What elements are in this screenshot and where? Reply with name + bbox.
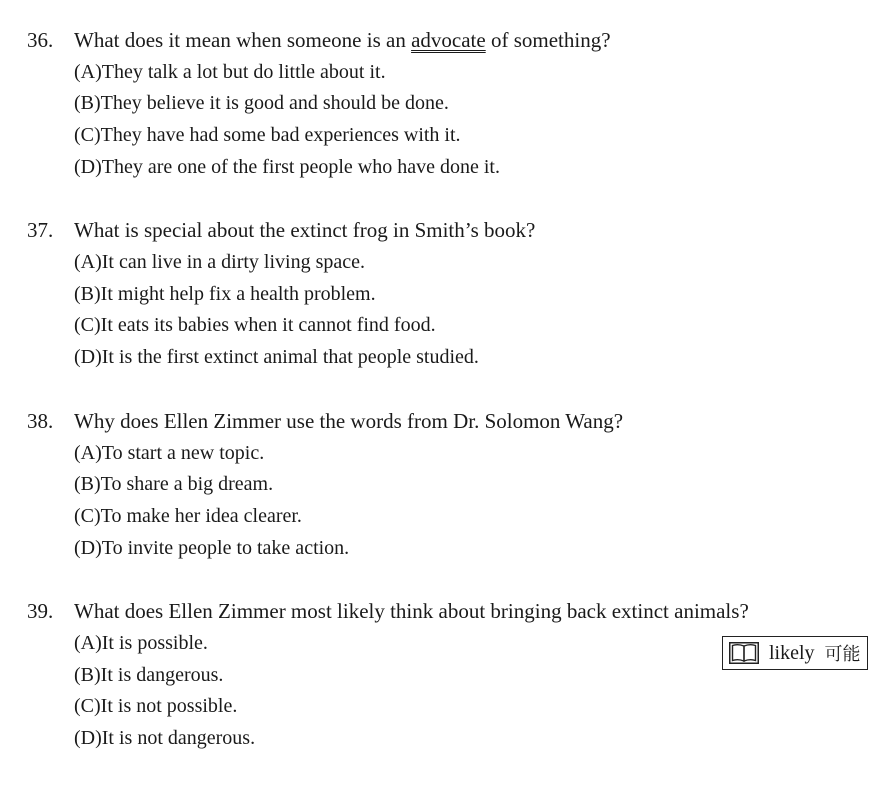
question-text: What is special about the extinct frog in Smith’s book? [74,218,536,242]
question-text: Why does Ellen Zimmer use the words from Dr. Solomon Wang? [74,409,624,433]
question-number: 39. [27,599,54,623]
option-c: (C)It eats its babies when it cannot find food. [74,314,436,336]
question-text: What does Ellen Zimmer most likely think about bringing back extinct animals? [74,599,749,623]
option-c: (C)It is not possible. [74,695,238,717]
question-number: 36. [27,28,54,52]
option-c: (C)To make her idea clearer. [74,505,302,527]
vocab-note [722,636,868,670]
option-c: (C)They have had some bad experiences with it. [74,124,461,146]
option-a: (A)They talk a lot but do little about it. [74,61,386,83]
option-a: (A)To start a new topic. [74,442,265,464]
option-b: (B)To share a big dream. [74,473,274,495]
vocab-translation: 可能 [824,644,861,665]
question-number: 38. [27,409,54,433]
underlined-word: advocate [411,28,486,52]
option-b: (B)It might help fix a health problem. [74,283,376,305]
vocab-word: likely [769,641,815,664]
option-d: (D)They are one of the first people who have done it. [74,156,500,178]
option-a: (A)It is possible. [74,632,208,654]
option-b: (B)It is dangerous. [74,664,224,686]
option-a: (A)It can live in a dirty living space. [74,251,366,273]
question-number: 37. [27,218,54,242]
option-d: (D)It is the first extinct animal that people studied. [74,346,479,368]
question-text: What does it mean when someone is an advocate of something? [74,28,611,52]
option-d: (D)To invite people to take action. [74,537,350,559]
book-icon [729,642,759,664]
option-b: (B)They believe it is good and should be done. [74,92,449,114]
option-d: (D)It is not dangerous. [74,727,256,749]
